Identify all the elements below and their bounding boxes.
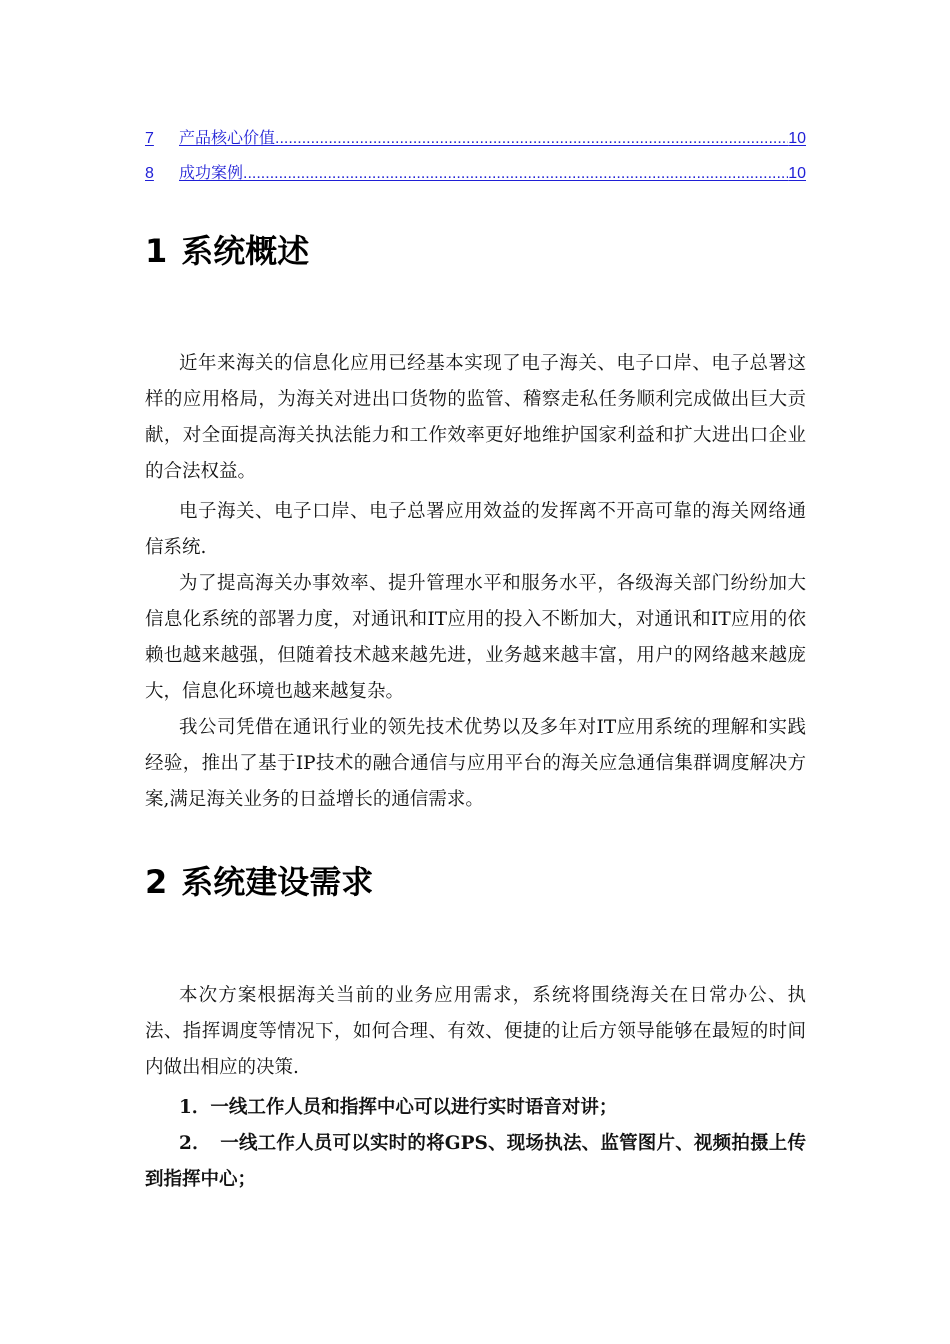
toc-entry-page: 10 xyxy=(788,130,806,147)
toc-entry-7[interactable] xyxy=(145,125,806,147)
body-paragraph: 我公司凭借在通讯行业的领先技术优势以及多年对IT应用系统的理解和实践经验，推出了基于IP技术的融合通信与应用平台的海关应急通信集群调度解决方案,满足海关业务的日益增长的通信需求。 xyxy=(145,717,806,810)
toc-leader-dots xyxy=(275,130,788,147)
toc-entry-number: 7 xyxy=(145,130,154,147)
section-heading-1 xyxy=(145,226,309,272)
body-paragraph: 为了提高海关办事效率、提升管理水平和服务水平，各级海关部门纷纷加大信息化系统的部署力度，对通讯和IT应用的投入不断加大，对通讯和IT应用的依赖也越来越强，但随着技术越来越先进，业务越来越丰富，用户的网络越来越庞大，信息化环境也越来越复杂。 xyxy=(145,573,806,702)
section-heading-2 xyxy=(145,857,373,903)
toc-leader-dots xyxy=(243,165,788,182)
section-number: 1 xyxy=(145,232,168,270)
toc-entry-title: 成功案例 xyxy=(179,165,244,182)
toc-entry-number: 8 xyxy=(145,165,154,182)
requirement-item: 1．一线工作人员和指挥中心可以进行实时语音对讲； xyxy=(179,1097,618,1118)
body-paragraph: 本次方案根据海关当前的业务应用需求，系统将围绕海关在日常办公、执法、指挥调度等情况下，如何合理、有效、便捷的让后方领导能够在最短的时间内做出相应的决策. xyxy=(145,985,806,1078)
toc-entry-title: 产品核心价值 xyxy=(179,130,276,147)
body-paragraph: 近年来海关的信息化应用已经基本实现了电子海关、电子口岸、电子总署这样的应用格局，为海关对进出口货物的监管、稽察走私任务顺利完成做出巨大贡献，对全面提高海关执法能力和工作效率更好地维护国家利益和扩大进出口企业的合法权益。 xyxy=(145,353,806,482)
toc-entry-page: 10 xyxy=(788,165,806,182)
toc-entry-8[interactable] xyxy=(145,160,806,182)
section-title: 系统概述 xyxy=(181,232,310,270)
section-number: 2 xyxy=(145,863,168,901)
body-paragraph: 电子海关、电子口岸、电子总署应用效益的发挥离不开高可靠的海关网络通信系统. xyxy=(145,501,806,558)
requirement-item: 2． 一线工作人员可以实时的将GPS、现场执法、监管图片、视频拍摄上传到指挥中心； xyxy=(145,1133,806,1190)
section-title: 系统建设需求 xyxy=(181,863,374,901)
